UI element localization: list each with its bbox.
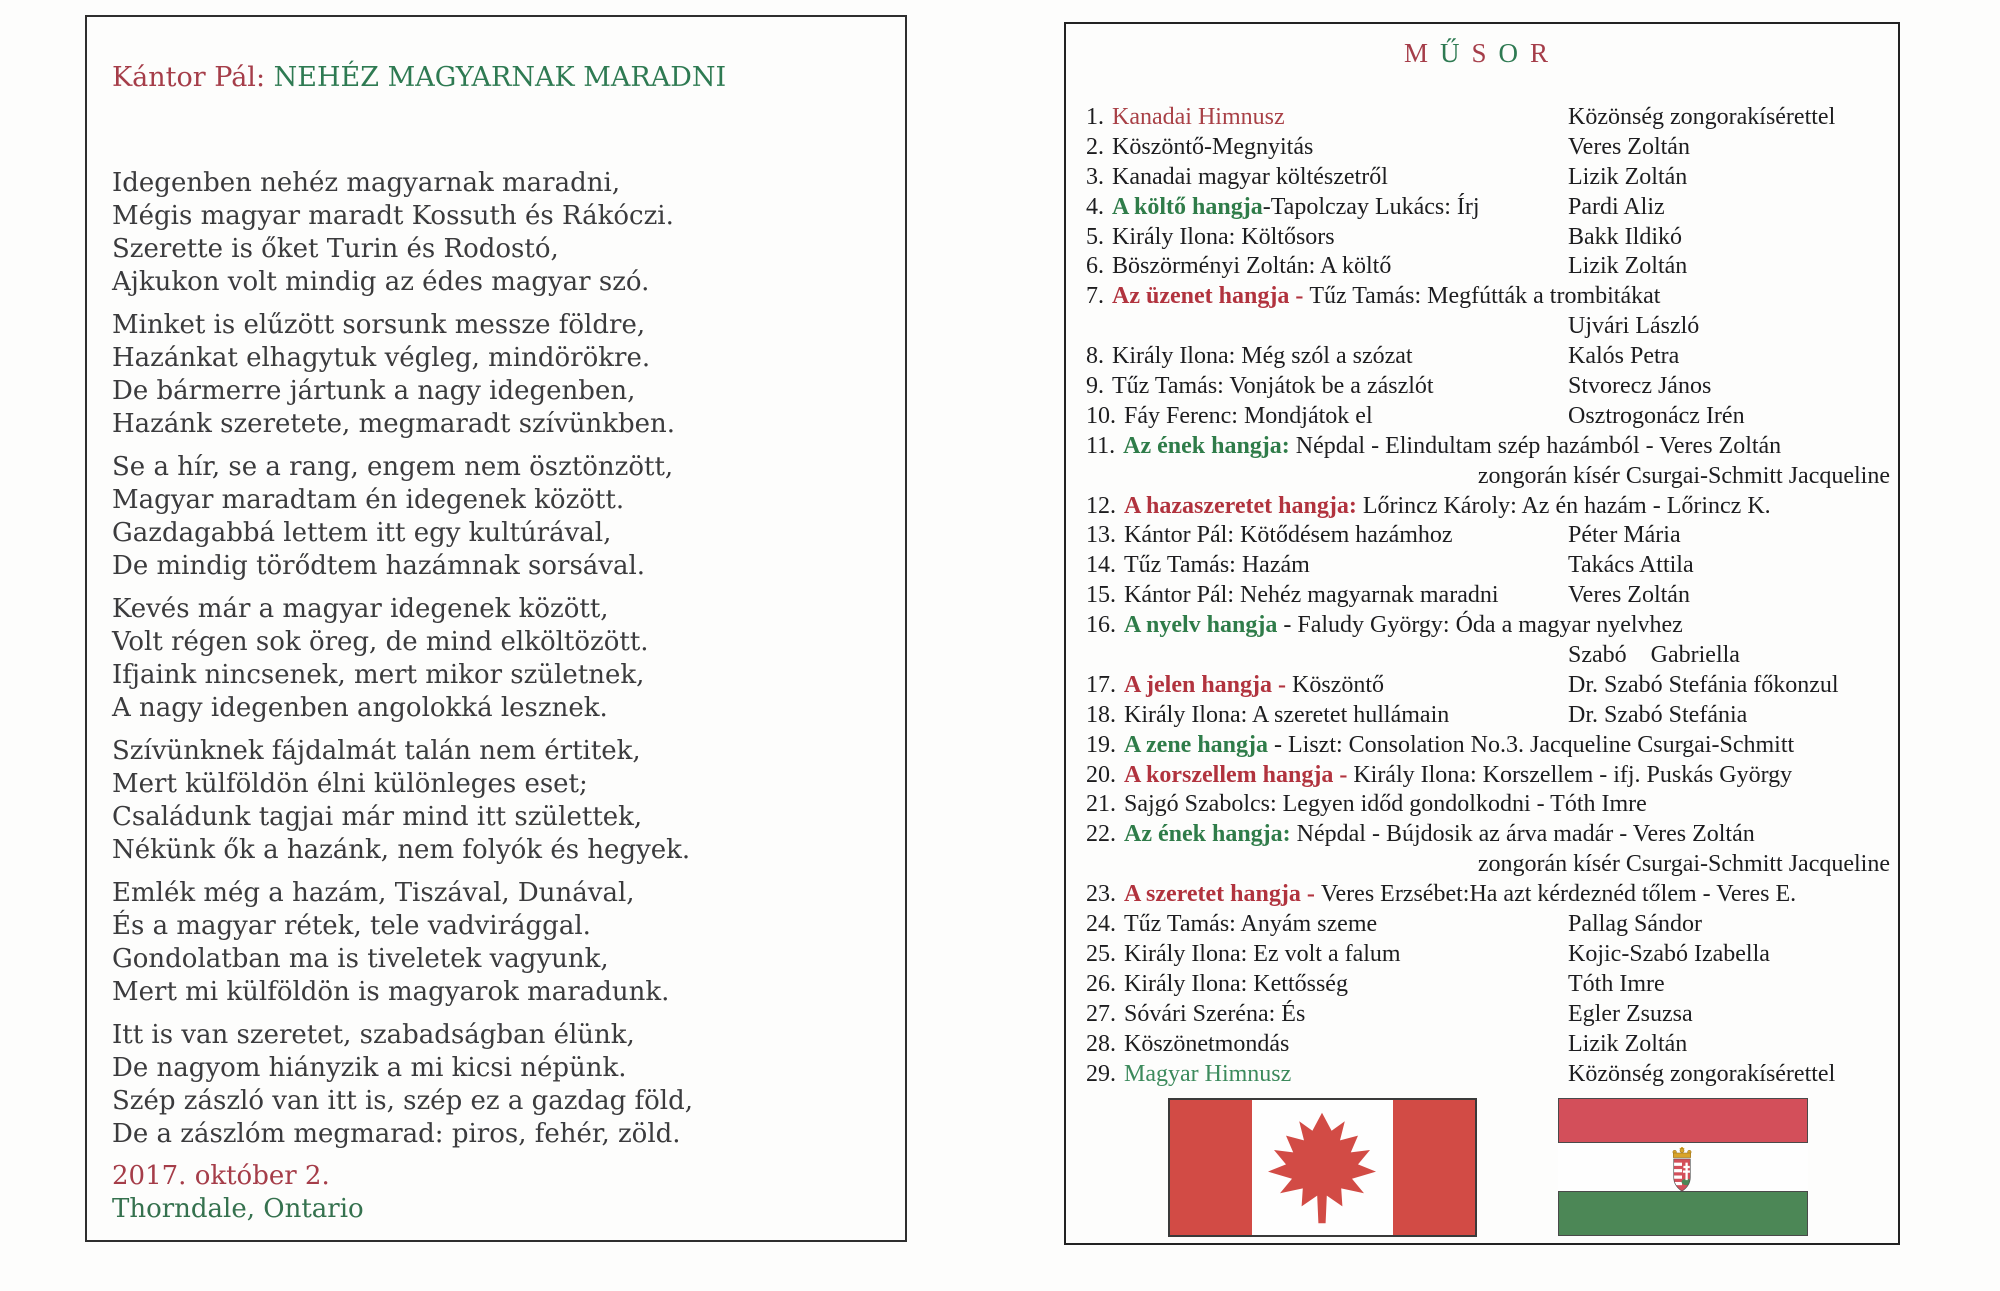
poem-line: Hazánkat elhagytuk végleg, mindörökre. — [112, 343, 651, 373]
program-row — [1086, 611, 1890, 641]
program-performer: Kojic-Szabó Izabella — [1568, 940, 1770, 967]
canada-flag — [1168, 1098, 1477, 1237]
program-continuation-row — [1086, 641, 1890, 671]
program-item-title-segment: Népdal - Elindultam szép hazámból - Veres Zoltán — [1289, 432, 1782, 459]
program-row — [1086, 402, 1890, 432]
program-performer: Közönség zongorakísérettel — [1568, 1060, 1836, 1087]
program-item-title-segment: Király Ilona: Még szól a szózat — [1112, 343, 1413, 370]
program-item-number: 17. — [1086, 671, 1116, 698]
program-item-title-segment: Az ének hangja: — [1124, 821, 1291, 848]
program-continuation-row — [1086, 462, 1890, 492]
program-row — [1086, 701, 1890, 731]
program-item-number: 7. — [1086, 283, 1104, 310]
program-continuation-text: zongorán kísér Csurgai-Schmitt Jacqueline — [1477, 462, 1890, 489]
program-row — [1086, 372, 1890, 402]
program-performer: Lizik Zoltán — [1568, 163, 1688, 190]
program-item-title-segment: -Tapolczay Lukács: Írj — [1262, 193, 1480, 220]
program-item-title-segment: Király Ilona: Kettősség — [1124, 970, 1348, 997]
program-item-number: 8. — [1086, 343, 1104, 370]
program-row — [1086, 223, 1890, 253]
program-row — [1086, 581, 1890, 611]
poem-line: Szívünknek fájdalmát talán nem értitek, — [112, 736, 641, 766]
poem-line: De nagyom hiányzik a mi kicsi népünk. — [112, 1053, 627, 1083]
program-item-title-segment: Fáy Ferenc: Mondjátok el — [1124, 402, 1373, 429]
poem-line: Családunk tagjai már mind itt születtek, — [112, 802, 643, 832]
program-item-title-segment: Tűz Tamás: Megfútták a trombitákat — [1309, 283, 1661, 310]
program-item-title-segment: Magyar Himnusz — [1124, 1060, 1292, 1087]
program-continuation-row — [1086, 850, 1890, 880]
program-performer: Bakk Ildikó — [1568, 223, 1682, 250]
hungary-flag — [1558, 1098, 1808, 1238]
program-item-title-segment: Köszönetmondás — [1124, 1030, 1290, 1057]
program-continuation-text: zongorán kísér Csurgai-Schmitt Jacqueline — [1477, 851, 1890, 878]
program-row — [1086, 731, 1890, 761]
program-performer: Kalós Petra — [1568, 343, 1680, 370]
program-performer: Veres Zoltán — [1568, 582, 1690, 609]
program-row — [1086, 820, 1890, 850]
program-row — [1086, 1030, 1890, 1060]
program-item-title-segment: A szeretet hangja - — [1124, 881, 1321, 908]
program-item-number: 13. — [1086, 522, 1116, 549]
program-item-number: 1. — [1086, 104, 1104, 130]
program-row — [1086, 492, 1890, 522]
program-item-number: 22. — [1086, 821, 1116, 848]
program-item-title-segment: - Liszt: Consolation No.3. Jacqueline Csurgai-Schmitt — [1268, 731, 1795, 758]
program-performer: Osztrogonácz Irén — [1568, 402, 1745, 429]
program-item-title-segment: Kanadai Himnusz — [1112, 104, 1285, 130]
poem-line: Idegenben nehéz magyarnak maradni, — [112, 168, 621, 198]
poem-line: De a zászlóm megmarad: piros, fehér, zöld. — [112, 1119, 681, 1149]
program-row — [1086, 761, 1890, 791]
program-item-title-segment: Kántor Pál: Nehéz magyarnak maradni — [1124, 582, 1499, 609]
poem-line: Se a hír, se a rang, engem nem ösztönzött, — [112, 452, 674, 482]
program-continuation-text: Ujvári László — [1568, 313, 1700, 340]
poem-stanza — [112, 167, 693, 299]
hungary-flag-green-stripe — [1558, 1191, 1808, 1236]
program-item-number: 6. — [1086, 253, 1104, 280]
poem-line: Hazánk szeretete, megmaradt szívünkben. — [112, 409, 676, 439]
program-item-title-segment: Tűz Tamás: Vonjátok be a zászlót — [1112, 373, 1434, 400]
poem-date: 2017. október 2. — [112, 1161, 330, 1191]
program-performer: Egler Zsuzsa — [1568, 1000, 1693, 1027]
program-item-number: 24. — [1086, 911, 1116, 938]
program-title-letter: R — [1530, 38, 1561, 68]
program-performer: Péter Mária — [1568, 522, 1681, 549]
program-title-letter: O — [1498, 38, 1531, 68]
poem-stanza — [112, 593, 693, 725]
poem-line: Minket is elűzött sorsunk messze földre, — [112, 310, 646, 340]
program-item-title-segment: Király Ilona: A szeretet hullámain — [1124, 701, 1450, 728]
program-item-title-segment: Tűz Tamás: Anyám szeme — [1124, 911, 1378, 938]
program-item-number: 3. — [1086, 163, 1104, 190]
program-row — [1086, 880, 1890, 910]
program-item-number: 25. — [1086, 940, 1116, 967]
program-item-title-segment: - Faludy György: Óda a magyar nyelvhez — [1277, 612, 1683, 639]
poem-line: A nagy idegenben angolokká lesznek. — [112, 693, 608, 723]
maple-leaf-icon — [1260, 1108, 1384, 1228]
poem-line: Szerette is őket Turin és Rodostó, — [112, 234, 559, 264]
poem-stanza — [112, 1019, 693, 1151]
poem-line: Volt régen sok öreg, de mind elköltözött. — [112, 627, 649, 657]
program-item-title-segment: A korszellem hangja - — [1124, 761, 1354, 788]
program-performer: Stvorecz János — [1568, 373, 1712, 400]
poem-footer — [112, 1160, 364, 1226]
program-item-number: 21. — [1086, 791, 1116, 818]
program-item-number: 27. — [1086, 1000, 1116, 1027]
program-row — [1086, 671, 1890, 701]
hungary-flag-white-stripe — [1558, 1143, 1808, 1191]
program-item-title-segment: A nyelv hangja — [1124, 612, 1278, 639]
program-item-title-segment: Az ének hangja: — [1123, 432, 1290, 459]
program-item-number: 28. — [1086, 1030, 1116, 1057]
program-performer: Közönség zongorakísérettel — [1568, 104, 1836, 130]
program-item-number: 10. — [1086, 402, 1116, 429]
program-item-title-segment: Böszörményi Zoltán: A költő — [1112, 253, 1392, 280]
program-performer: Takács Attila — [1568, 552, 1694, 579]
program-item-number: 5. — [1086, 223, 1104, 250]
poem-line: Kevés már a magyar idegenek között, — [112, 594, 609, 624]
poem-line: Gazdagabbá lettem itt egy kultúrával, — [112, 518, 612, 548]
program-item-title-segment: Kántor Pál: Kötődésem hazámhoz — [1124, 522, 1453, 549]
poem-stanza — [112, 451, 693, 583]
poem-line: Itt is van szeretet, szabadságban élünk, — [112, 1020, 635, 1050]
program-item-number: 11. — [1086, 432, 1116, 459]
poem-line: Magyar maradtam én idegenek között. — [112, 485, 625, 515]
poem-line: Mert külföldön élni különleges eset; — [112, 769, 588, 799]
program-performer: Lizik Zoltán — [1568, 1030, 1688, 1057]
program-row — [1086, 1000, 1890, 1030]
program-item-number: 29. — [1086, 1060, 1116, 1087]
program-item-number: 20. — [1086, 761, 1116, 788]
program-item-title-segment: Sóvári Szeréna: És — [1124, 1000, 1306, 1027]
poem-author: Kántor Pál: — [112, 62, 266, 93]
poem-line: Nékünk ők a hazánk, nem folyók és hegyek. — [112, 835, 691, 865]
program-row — [1086, 521, 1890, 551]
poem-title — [112, 62, 726, 93]
poem-line: De mindig törődtem hazámnak sorsával. — [112, 551, 646, 581]
poem-line: Ifjaink nincsenek, mert mikor születnek, — [112, 660, 645, 690]
canada-flag-right-red-band — [1393, 1100, 1475, 1235]
program-row — [1086, 940, 1890, 970]
poem-title-text: NEHÉZ MAGYARNAK MARADNI — [273, 62, 727, 93]
program-item-number: 18. — [1086, 701, 1116, 728]
program-item-title-segment: Kanadai magyar költészetről — [1112, 163, 1388, 190]
poem-line: Szép zászló van itt is, szép ez a gazdag föld, — [112, 1086, 693, 1116]
poem-body — [112, 167, 693, 1161]
canada-flag-left-red-band — [1170, 1100, 1252, 1235]
poem-line: És a magyar rétek, tele vadvirággal. — [112, 911, 591, 941]
poem-line: Ajkukon volt mindig az édes magyar szó. — [112, 267, 650, 297]
program-title-letter: Ű — [1439, 38, 1472, 68]
program-performer: Veres Zoltán — [1568, 133, 1690, 160]
program-row — [1086, 282, 1890, 312]
poem-place: Thorndale, Ontario — [112, 1194, 364, 1224]
program-item-number: 26. — [1086, 970, 1116, 997]
program-item-title-segment: Köszöntő — [1292, 671, 1384, 698]
poem-stanza — [112, 309, 693, 441]
program-continuation-row — [1086, 312, 1890, 342]
program-performer: Dr. Szabó Stefánia — [1568, 701, 1748, 728]
program-item-number: 4. — [1086, 193, 1104, 220]
poem-line: Mert mi külföldön is magyarok maradunk. — [112, 977, 670, 1007]
program-item-title-segment: Köszöntő-Megnyitás — [1112, 133, 1314, 160]
program-list — [1086, 103, 1890, 1089]
program-item-number: 12. — [1086, 492, 1116, 519]
program-item-title-segment: Király Ilona: Költősors — [1112, 223, 1335, 250]
program-item-number: 9. — [1086, 373, 1104, 400]
program-row — [1086, 910, 1890, 940]
program-performer: Pallag Sándor — [1568, 911, 1702, 938]
program-item-title-segment: Népdal - Bújdosik az árva madár - Veres Zoltán — [1290, 821, 1755, 848]
program-row — [1086, 551, 1890, 581]
program-item-title-segment: Király Ilona: Ez volt a falum — [1124, 940, 1401, 967]
program-row — [1086, 103, 1890, 133]
program-item-title-segment: Veres Erzsébet:Ha azt kérdeznéd tőlem - Veres E. — [1320, 881, 1797, 908]
program-item-title-segment: Az üzenet hangja - — [1112, 283, 1310, 310]
program-title-letter: M — [1403, 38, 1440, 68]
program-title — [1066, 38, 1898, 69]
program-title-letter: S — [1471, 38, 1499, 68]
program-row — [1086, 1060, 1890, 1090]
program-item-title-segment: A hazaszeretet hangja: — [1124, 492, 1357, 519]
left-page — [85, 15, 907, 1242]
program-row — [1086, 252, 1890, 282]
poem-stanza — [112, 877, 693, 1009]
program-item-title-segment: A költő hangja — [1112, 193, 1263, 220]
program-performer: Tóth Imre — [1568, 970, 1665, 997]
program-item-number: 2. — [1086, 133, 1104, 160]
program-row — [1086, 163, 1890, 193]
hungarian-coat-of-arms-icon — [1667, 1147, 1697, 1193]
program-row — [1086, 970, 1890, 1000]
hungary-flag-red-stripe — [1558, 1098, 1808, 1143]
poem-line: Gondolatban ma is tiveletek vagyunk, — [112, 944, 609, 974]
canada-flag-white-band — [1252, 1100, 1392, 1235]
program-item-number: 16. — [1086, 612, 1116, 639]
program-row — [1086, 432, 1890, 462]
program-item-title-segment: Sajgó Szabolcs: Legyen időd gondolkodni - Tóth Imre — [1124, 791, 1647, 818]
program-item-title-segment: A jelen hangja - — [1124, 671, 1292, 698]
poem-stanza — [112, 735, 693, 867]
program-continuation-text: Szabó Gabriella — [1568, 642, 1740, 669]
program-row — [1086, 193, 1890, 223]
program-item-number: 14. — [1086, 552, 1116, 579]
program-item-title-segment: Tűz Tamás: Hazám — [1124, 552, 1310, 579]
program-row — [1086, 342, 1890, 372]
right-page — [1064, 22, 1900, 1245]
program-row — [1086, 790, 1890, 820]
poem-line: De bármerre jártunk a nagy idegenben, — [112, 376, 636, 406]
program-item-number: 23. — [1086, 881, 1116, 908]
poem-line: Emlék még a hazám, Tiszával, Dunával, — [112, 878, 635, 908]
program-performer: Lizik Zoltán — [1568, 253, 1688, 280]
program-item-title-segment: Lőrincz Károly: Az én hazám - Lőrincz K. — [1356, 492, 1771, 519]
program-row — [1086, 133, 1890, 163]
poem-line: Mégis magyar maradt Kossuth és Rákóczi. — [112, 201, 674, 231]
program-item-number: 15. — [1086, 582, 1116, 609]
program-performer: Dr. Szabó Stefánia főkonzul — [1568, 671, 1839, 698]
program-performer: Pardi Aliz — [1568, 193, 1665, 220]
program-item-title-segment: A zene hangja — [1124, 731, 1268, 758]
program-item-number: 19. — [1086, 731, 1116, 758]
program-item-title-segment: Király Ilona: Korszellem - ifj. Puskás György — [1353, 761, 1793, 788]
